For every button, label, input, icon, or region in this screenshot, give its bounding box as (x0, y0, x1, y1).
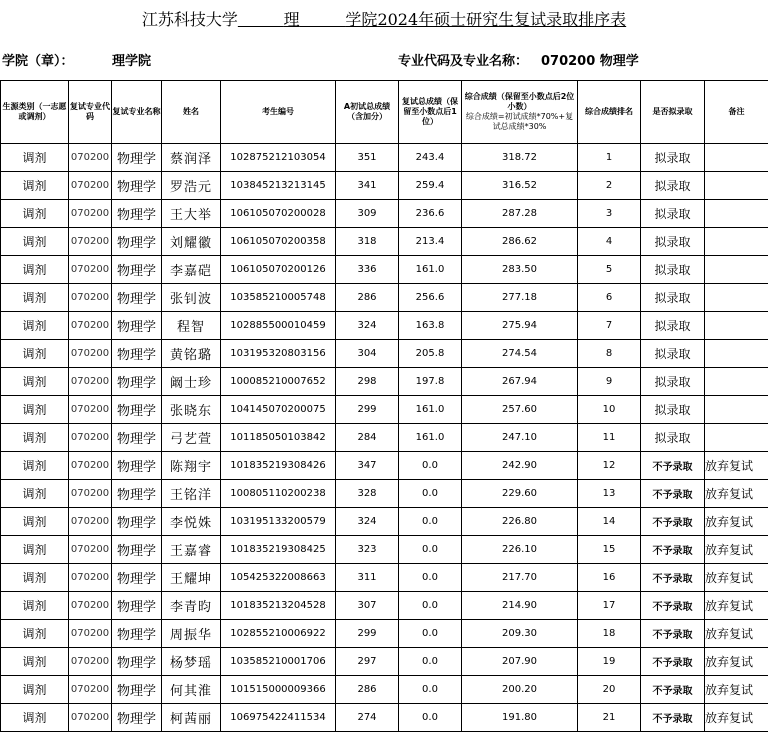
cell-code: 070200 (69, 592, 112, 620)
cell-retest-score: 0.0 (399, 564, 462, 592)
cell-exam-id: 104145070200075 (221, 396, 336, 424)
cell-major: 物理学 (112, 648, 162, 676)
header-composite-title: 综合成绩（保留至小数点后2位小数） (464, 92, 575, 111)
cell-type: 调剂 (1, 228, 69, 256)
table-row (1, 424, 768, 452)
cell-name: 王嘉睿 (162, 536, 221, 564)
cell-code: 070200 (69, 452, 112, 480)
cell-note (705, 172, 768, 200)
cell-note (705, 340, 768, 368)
cell-rank: 15 (578, 536, 641, 564)
cell-code: 070200 (69, 536, 112, 564)
cell-retest-score: 205.8 (399, 340, 462, 368)
cell-code: 070200 (69, 564, 112, 592)
header-note: 备注 (705, 81, 768, 144)
title-rest: 2024年硕士研究生复试录取排序表 (377, 9, 627, 29)
cell-retest-score: 0.0 (399, 648, 462, 676)
cell-note: 放弃复试 (705, 480, 768, 508)
cell-type: 调剂 (1, 480, 69, 508)
title-college-blank: 理 (283, 9, 300, 29)
cell-initial-score: 286 (336, 284, 399, 312)
cell-type: 调剂 (1, 564, 69, 592)
cell-initial-score: 351 (336, 144, 399, 172)
cell-composite-score: 275.94 (462, 312, 578, 340)
cell-type: 调剂 (1, 256, 69, 284)
cell-composite-score: 283.50 (462, 256, 578, 284)
title-school: 江苏科技大学 (141, 9, 238, 29)
cell-retest-score: 0.0 (399, 620, 462, 648)
cell-exam-id: 105425322008663 (221, 564, 336, 592)
cell-major: 物理学 (112, 704, 162, 732)
cell-note (705, 228, 768, 256)
cell-rank: 7 (578, 312, 641, 340)
cell-note: 放弃复试 (705, 676, 768, 704)
cell-code: 070200 (69, 340, 112, 368)
cell-rank: 6 (578, 284, 641, 312)
college-label: 学院（章）： (2, 54, 74, 69)
header-exam: 考生编号 (221, 81, 336, 144)
cell-retest-score: 161.0 (399, 396, 462, 424)
cell-note: 放弃复试 (705, 508, 768, 536)
cell-initial-score: 304 (336, 340, 399, 368)
cell-name: 李嘉硙 (162, 256, 221, 284)
table-row (1, 704, 768, 732)
cell-name: 张晓东 (162, 396, 221, 424)
cell-initial-score: 274 (336, 704, 399, 732)
cell-rank: 8 (578, 340, 641, 368)
table-row (1, 368, 768, 396)
cell-exam-id: 102885500010459 (221, 312, 336, 340)
cell-major: 物理学 (112, 144, 162, 172)
cell-rank: 10 (578, 396, 641, 424)
cell-rank: 13 (578, 480, 641, 508)
table-row (1, 592, 768, 620)
cell-name: 张钊波 (162, 284, 221, 312)
cell-exam-id: 101835219308425 (221, 536, 336, 564)
cell-rank: 3 (578, 200, 641, 228)
cell-retest-score: 163.8 (399, 312, 462, 340)
cell-admit-status: 不予录取 (641, 648, 705, 676)
cell-type: 调剂 (1, 508, 69, 536)
cell-admit-status: 不予录取 (641, 480, 705, 508)
cell-name: 蔡润泽 (162, 144, 221, 172)
cell-rank: 17 (578, 592, 641, 620)
cell-name: 杨梦瑶 (162, 648, 221, 676)
table-row (1, 480, 768, 508)
cell-type: 调剂 (1, 536, 69, 564)
cell-rank: 16 (578, 564, 641, 592)
cell-admit-status: 不予录取 (641, 536, 705, 564)
cell-composite-score: 257.60 (462, 396, 578, 424)
cell-retest-score: 197.8 (399, 368, 462, 396)
header-admit: 是否拟录取 (641, 81, 705, 144)
cell-admit-status: 拟录取 (641, 284, 705, 312)
cell-admit-status: 拟录取 (641, 172, 705, 200)
cell-major: 物理学 (112, 424, 162, 452)
cell-type: 调剂 (1, 368, 69, 396)
cell-initial-score: 318 (336, 228, 399, 256)
table-body (1, 144, 768, 732)
cell-code: 070200 (69, 648, 112, 676)
cell-type: 调剂 (1, 704, 69, 732)
cell-exam-id: 100085210007652 (221, 368, 336, 396)
cell-exam-id: 101835213204528 (221, 592, 336, 620)
major-label: 专业代码及专业名称： (398, 54, 529, 69)
table-row (1, 396, 768, 424)
ranking-table (0, 80, 768, 732)
cell-exam-id: 101835219308426 (221, 452, 336, 480)
cell-initial-score: 324 (336, 508, 399, 536)
cell-initial-score: 323 (336, 536, 399, 564)
cell-retest-score: 0.0 (399, 508, 462, 536)
cell-composite-score: 207.90 (462, 648, 578, 676)
cell-exam-id: 102875212103054 (221, 144, 336, 172)
table-row (1, 284, 768, 312)
cell-composite-score: 247.10 (462, 424, 578, 452)
cell-initial-score: 284 (336, 424, 399, 452)
info-row (0, 44, 768, 74)
cell-name: 黄铭璐 (162, 340, 221, 368)
cell-admit-status: 拟录取 (641, 368, 705, 396)
cell-composite-score: 226.80 (462, 508, 578, 536)
cell-major: 物理学 (112, 480, 162, 508)
cell-type: 调剂 (1, 592, 69, 620)
cell-name: 柯茜丽 (162, 704, 221, 732)
table-header-row (1, 81, 768, 144)
cell-admit-status: 不予录取 (641, 704, 705, 732)
cell-exam-id: 106105070200028 (221, 200, 336, 228)
cell-initial-score: 307 (336, 592, 399, 620)
cell-name: 李青昀 (162, 592, 221, 620)
cell-type: 调剂 (1, 648, 69, 676)
cell-note (705, 312, 768, 340)
cell-type: 调剂 (1, 424, 69, 452)
cell-rank: 4 (578, 228, 641, 256)
cell-admit-status: 拟录取 (641, 228, 705, 256)
cell-code: 070200 (69, 368, 112, 396)
cell-admit-status: 拟录取 (641, 312, 705, 340)
cell-rank: 9 (578, 368, 641, 396)
cell-code: 070200 (69, 312, 112, 340)
cell-retest-score: 0.0 (399, 704, 462, 732)
cell-major: 物理学 (112, 508, 162, 536)
cell-exam-id: 103195320803156 (221, 340, 336, 368)
cell-composite-score: 287.28 (462, 200, 578, 228)
cell-name: 罗浩元 (162, 172, 221, 200)
cell-composite-score: 274.54 (462, 340, 578, 368)
table-row (1, 200, 768, 228)
cell-code: 070200 (69, 256, 112, 284)
cell-note (705, 284, 768, 312)
cell-rank: 14 (578, 508, 641, 536)
cell-major: 物理学 (112, 172, 162, 200)
cell-composite-score: 209.30 (462, 620, 578, 648)
cell-exam-id: 106975422411534 (221, 704, 336, 732)
cell-name: 王耀坤 (162, 564, 221, 592)
cell-exam-id: 106105070200358 (221, 228, 336, 256)
table-row (1, 536, 768, 564)
cell-major: 物理学 (112, 620, 162, 648)
header-retest: 复试总成绩（保留至小数点后1位） (399, 81, 462, 144)
cell-name: 何其淮 (162, 676, 221, 704)
cell-admit-status: 拟录取 (641, 340, 705, 368)
cell-retest-score: 236.6 (399, 200, 462, 228)
cell-composite-score: 214.90 (462, 592, 578, 620)
cell-composite-score: 318.72 (462, 144, 578, 172)
cell-rank: 2 (578, 172, 641, 200)
cell-composite-score: 242.90 (462, 452, 578, 480)
cell-note: 放弃复试 (705, 704, 768, 732)
cell-initial-score: 324 (336, 312, 399, 340)
cell-type: 调剂 (1, 312, 69, 340)
cell-initial-score: 309 (336, 200, 399, 228)
cell-major: 物理学 (112, 452, 162, 480)
college-value: 理学院 (112, 54, 152, 69)
cell-admit-status: 不予录取 (641, 676, 705, 704)
cell-exam-id: 106105070200126 (221, 256, 336, 284)
header-name: 姓名 (162, 81, 221, 144)
cell-composite-score: 226.10 (462, 536, 578, 564)
cell-exam-id: 101515000009366 (221, 676, 336, 704)
table-row (1, 340, 768, 368)
cell-rank: 20 (578, 676, 641, 704)
cell-initial-score: 341 (336, 172, 399, 200)
table-row (1, 676, 768, 704)
cell-retest-score: 243.4 (399, 144, 462, 172)
cell-admit-status: 拟录取 (641, 396, 705, 424)
cell-code: 070200 (69, 480, 112, 508)
cell-code: 070200 (69, 704, 112, 732)
cell-note: 放弃复试 (705, 536, 768, 564)
cell-code: 070200 (69, 284, 112, 312)
cell-code: 070200 (69, 508, 112, 536)
cell-retest-score: 0.0 (399, 676, 462, 704)
cell-major: 物理学 (112, 592, 162, 620)
cell-note (705, 144, 768, 172)
cell-note (705, 396, 768, 424)
table-row (1, 508, 768, 536)
cell-rank: 18 (578, 620, 641, 648)
cell-retest-score: 256.6 (399, 284, 462, 312)
cell-type: 调剂 (1, 200, 69, 228)
cell-exam-id: 103585210001706 (221, 648, 336, 676)
cell-retest-score: 161.0 (399, 424, 462, 452)
cell-major: 物理学 (112, 396, 162, 424)
cell-initial-score: 311 (336, 564, 399, 592)
header-major: 复试专业名称 (112, 81, 162, 144)
cell-name: 陈翔宇 (162, 452, 221, 480)
cell-admit-status: 拟录取 (641, 200, 705, 228)
cell-major: 物理学 (112, 676, 162, 704)
cell-type: 调剂 (1, 144, 69, 172)
cell-exam-id: 103845213213145 (221, 172, 336, 200)
cell-code: 070200 (69, 144, 112, 172)
header-type: 生源类别（一志愿或调剂） (1, 81, 69, 144)
cell-rank: 19 (578, 648, 641, 676)
cell-name: 王铭洋 (162, 480, 221, 508)
cell-initial-score: 299 (336, 396, 399, 424)
cell-note: 放弃复试 (705, 564, 768, 592)
cell-type: 调剂 (1, 284, 69, 312)
header-rank: 综合成绩排名 (578, 81, 641, 144)
cell-name: 刘耀徽 (162, 228, 221, 256)
cell-retest-score: 213.4 (399, 228, 462, 256)
cell-major: 物理学 (112, 536, 162, 564)
table-row (1, 256, 768, 284)
table-row (1, 228, 768, 256)
cell-code: 070200 (69, 676, 112, 704)
cell-admit-status: 拟录取 (641, 144, 705, 172)
cell-note: 放弃复试 (705, 452, 768, 480)
cell-initial-score: 286 (336, 676, 399, 704)
cell-retest-score: 0.0 (399, 480, 462, 508)
cell-initial-score: 347 (336, 452, 399, 480)
cell-composite-score: 316.52 (462, 172, 578, 200)
cell-retest-score: 259.4 (399, 172, 462, 200)
table-row (1, 648, 768, 676)
header-initial: A初试总成绩（含加分） (336, 81, 399, 144)
cell-note: 放弃复试 (705, 592, 768, 620)
cell-major: 物理学 (112, 228, 162, 256)
cell-note (705, 256, 768, 284)
table-row (1, 144, 768, 172)
cell-name: 周振华 (162, 620, 221, 648)
cell-exam-id: 100805110200238 (221, 480, 336, 508)
cell-composite-score: 191.80 (462, 704, 578, 732)
cell-major: 物理学 (112, 256, 162, 284)
cell-retest-score: 0.0 (399, 536, 462, 564)
cell-name: 李悦姝 (162, 508, 221, 536)
cell-type: 调剂 (1, 396, 69, 424)
cell-major: 物理学 (112, 284, 162, 312)
cell-rank: 21 (578, 704, 641, 732)
table-row (1, 312, 768, 340)
cell-retest-score: 161.0 (399, 256, 462, 284)
cell-major: 物理学 (112, 340, 162, 368)
cell-admit-status: 拟录取 (641, 256, 705, 284)
cell-composite-score: 286.62 (462, 228, 578, 256)
cell-major: 物理学 (112, 312, 162, 340)
cell-composite-score: 217.70 (462, 564, 578, 592)
cell-code: 070200 (69, 424, 112, 452)
cell-name: 程智 (162, 312, 221, 340)
cell-admit-status: 不予录取 (641, 508, 705, 536)
cell-exam-id: 103585210005748 (221, 284, 336, 312)
cell-note (705, 368, 768, 396)
cell-name: 弓艺萱 (162, 424, 221, 452)
cell-major: 物理学 (112, 368, 162, 396)
cell-admit-status: 不予录取 (641, 592, 705, 620)
title-college-suffix: 学院 (345, 9, 378, 29)
table-row (1, 564, 768, 592)
cell-composite-score: 229.60 (462, 480, 578, 508)
cell-retest-score: 0.0 (399, 452, 462, 480)
cell-major: 物理学 (112, 564, 162, 592)
cell-major: 物理学 (112, 200, 162, 228)
cell-note (705, 424, 768, 452)
cell-type: 调剂 (1, 676, 69, 704)
major-value: 070200 物理学 (541, 54, 639, 69)
cell-type: 调剂 (1, 172, 69, 200)
cell-type: 调剂 (1, 340, 69, 368)
cell-initial-score: 328 (336, 480, 399, 508)
cell-initial-score: 299 (336, 620, 399, 648)
cell-rank: 11 (578, 424, 641, 452)
cell-composite-score: 200.20 (462, 676, 578, 704)
cell-admit-status: 拟录取 (641, 424, 705, 452)
cell-code: 070200 (69, 228, 112, 256)
cell-admit-status: 不予录取 (641, 452, 705, 480)
table-row (1, 172, 768, 200)
cell-note (705, 200, 768, 228)
cell-note: 放弃复试 (705, 620, 768, 648)
cell-admit-status: 不予录取 (641, 620, 705, 648)
cell-initial-score: 297 (336, 648, 399, 676)
cell-exam-id: 103195133200579 (221, 508, 336, 536)
header-composite (462, 81, 578, 144)
cell-admit-status: 不予录取 (641, 564, 705, 592)
cell-name: 阚士珍 (162, 368, 221, 396)
page-title (0, 0, 768, 36)
cell-initial-score: 336 (336, 256, 399, 284)
table-row (1, 452, 768, 480)
cell-retest-score: 0.0 (399, 592, 462, 620)
cell-composite-score: 277.18 (462, 284, 578, 312)
cell-type: 调剂 (1, 620, 69, 648)
cell-type: 调剂 (1, 452, 69, 480)
cell-initial-score: 298 (336, 368, 399, 396)
cell-name: 王大举 (162, 200, 221, 228)
table-row (1, 620, 768, 648)
cell-note: 放弃复试 (705, 648, 768, 676)
header-code: 复试专业代码 (69, 81, 112, 144)
cell-composite-score: 267.94 (462, 368, 578, 396)
cell-code: 070200 (69, 396, 112, 424)
cell-code: 070200 (69, 200, 112, 228)
cell-exam-id: 101185050103842 (221, 424, 336, 452)
cell-rank: 5 (578, 256, 641, 284)
cell-code: 070200 (69, 172, 112, 200)
cell-exam-id: 102855210006922 (221, 620, 336, 648)
cell-rank: 12 (578, 452, 641, 480)
cell-rank: 1 (578, 144, 641, 172)
header-composite-formula: 综合成绩=初试成绩*70%+复试总成绩*30% (465, 112, 574, 131)
cell-code: 070200 (69, 620, 112, 648)
